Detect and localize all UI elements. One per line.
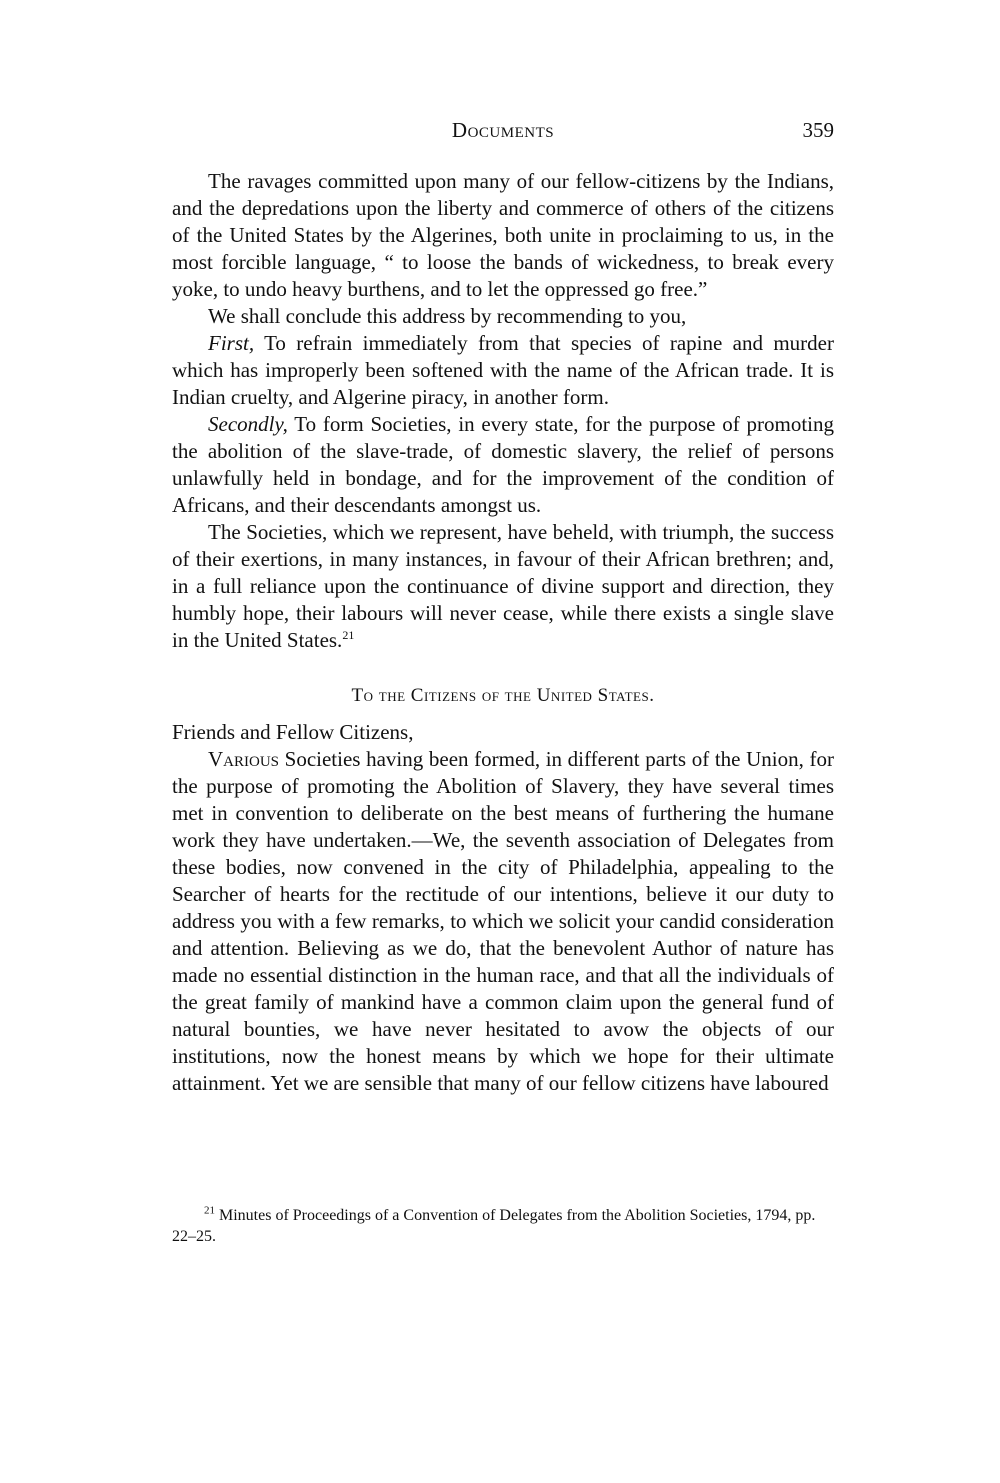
footnote [172,1205,834,1247]
secondly-text: To form Societies, in every state, for the purpose of promoting the abolition of the slave-trade, of domestic slavery, the relief of persons unlawfully held in bondage, and for the improvement of the condition of Africans, and their descendants amongst us. [172,412,834,517]
paragraph-secondly [172,411,834,519]
paragraph-various [172,746,834,1097]
footnote-number: 21 [204,1204,215,1217]
paragraph-societies [172,519,834,654]
first-lead: First, [208,331,255,355]
various-text: Societies having been formed, in different parts of the Union, for the purpose of promoting the Abolition of Slavery, they have several times met in convention to deliberate on the best means of furthering the humane work they have undertaken.—We, the seventh association of Delegates from these bodies, now convened in the city of Philadelphia, appealing to the Searcher of hearts for the rectitude of our intentions, believe it our duty to address you with a few remarks, to which we solicit your candid consideration and attention. Believing as we do, that the benevolent Author of nature has made no essential distinction in the human race, and that all the individuals of the great family of mankind have a common claim upon the general fund of natural bounties, we have never hesitated to avow the objects of our institutions, now the honest means by which we hope for their ultimate attainment. Yet we are sensible that many of our fellow citizens have laboured [172,747,834,1095]
section-heading: To the Citizens of the United States. [351,685,655,706]
first-text: To refrain immediately from that species of rapine and murder which has improperly been softened with the name of the African trade. It is Indian cruelty, and Algerine piracy, in another form. [172,331,834,409]
running-head [172,118,834,148]
various-lead: Various [208,747,280,771]
footnote-text: Minutes of Proceedings of a Convention of Delegates from the Abolition Societies, 1794, pp. 22–25. [172,1207,816,1245]
running-title: Documents [451,118,555,142]
paragraph-ravages: The ravages committed upon many of our fellow-citizens by the Indians, and the depredations upon the liberty and commerce of others of the citizens of the United States by the Algerines, both unite in proclaiming to us, in the most forcible language, “ to loose the bands of wickedness, to break every yoke, to undo heavy burthens, and to let the oppressed go free.” [172,169,834,301]
salutation: Friends and Fellow Citizens, [172,720,414,744]
paragraph-first [172,330,834,411]
societies-text: The Societies, which we represent, have beheld, with triumph, the success of their exertions, in many instances, in favour of their African brethren; and, in a full reliance upon the continuance of divine support and direction, they humbly hope, their labours will never cease, while there exists a single slave in the United States. [172,520,834,652]
page-number: 359 [802,118,834,142]
body-text [172,168,834,1097]
secondly-lead: Secondly, [208,412,288,436]
footnote-reference[interactable]: 21 [342,628,355,642]
footnote-entry [172,1205,834,1247]
paragraph-conclude: We shall conclude this address by recommending to you, [208,304,687,328]
